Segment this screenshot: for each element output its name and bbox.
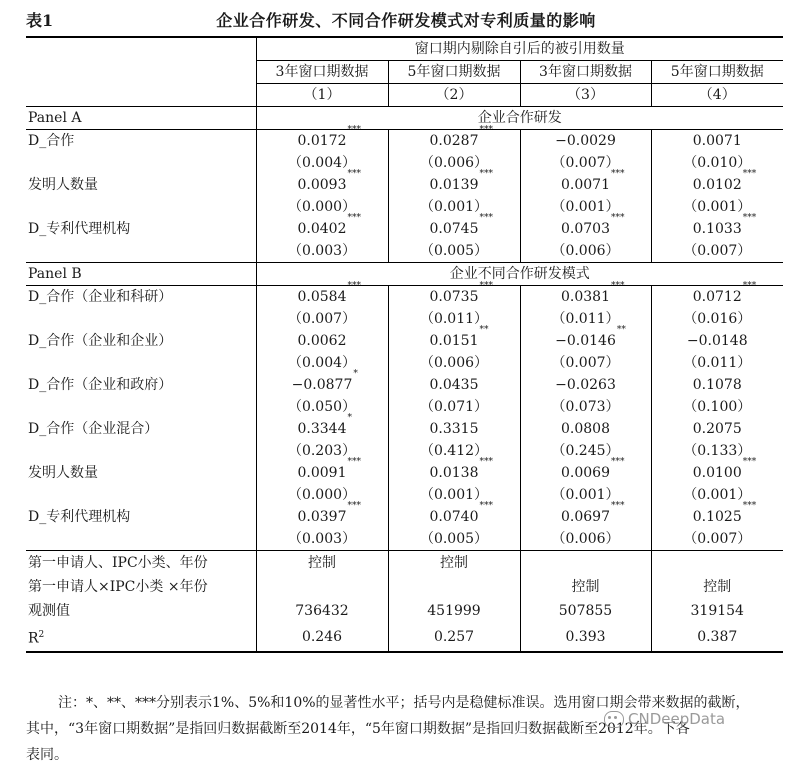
- row-label: D_合作（企业和科研）: [26, 286, 256, 309]
- coefficient-value: −0.0029: [555, 133, 616, 149]
- standard-error-row: [26, 308, 783, 330]
- significance-stars: *: [353, 369, 358, 379]
- observations-cell: 507855: [520, 599, 651, 623]
- table-label: 表1: [26, 11, 54, 30]
- coefficient-wrap: [692, 457, 757, 484]
- coefficient-value: 0.0151: [429, 333, 479, 349]
- observations-label: 观测值: [28, 603, 70, 619]
- coefficient-cell: [520, 325, 651, 352]
- coefficient-cell: [256, 281, 388, 309]
- coefficient-wrap: [692, 281, 757, 308]
- significance-stars: ***: [742, 457, 757, 467]
- column-number: （1）: [256, 84, 388, 107]
- coefficient-cell: [256, 369, 388, 396]
- watermark-text: CNDeepData: [628, 710, 726, 728]
- coefficient-row: [26, 286, 783, 309]
- standard-error-cell: （0.412）: [388, 440, 520, 462]
- coefficient-value: 0.0069: [561, 465, 610, 481]
- standard-error-cell: （0.007）: [520, 152, 651, 174]
- row-label-empty: [26, 152, 256, 174]
- coefficient-value: 0.0397: [297, 509, 347, 525]
- standard-error-cell: （0.011）: [388, 308, 520, 330]
- coefficient-cell: [651, 457, 783, 484]
- row-label: D_合作: [26, 130, 256, 153]
- coefficient-value: 0.0172: [297, 133, 347, 149]
- significance-stars: ***: [347, 457, 361, 467]
- standard-error-cell: （0.203）: [256, 440, 388, 462]
- row-label-empty: [26, 484, 256, 506]
- standard-error-cell: （0.073）: [520, 396, 651, 418]
- coefficient-row: [26, 330, 783, 352]
- r-squared-row: [26, 623, 783, 652]
- column-header: 5年窗口期数据: [388, 61, 520, 84]
- column-number: （3）: [520, 84, 651, 107]
- standard-error-row: [26, 352, 783, 374]
- standard-error-cell: （0.007）: [651, 528, 783, 551]
- coefficient-wrap: [429, 169, 493, 196]
- controls-cell: 控制: [256, 551, 388, 576]
- coefficient-cell: [388, 213, 520, 240]
- standard-error-cell: （0.006）: [388, 352, 520, 374]
- coefficient-value: 0.0102: [692, 177, 742, 193]
- coefficient-wrap: [687, 330, 748, 352]
- coefficient-row: [26, 506, 783, 528]
- panel-title: 企业合作研发: [256, 107, 783, 130]
- coefficient-value: 0.0093: [297, 177, 347, 193]
- coefficient-wrap: [561, 213, 625, 240]
- standard-error-cell: （0.005）: [388, 240, 520, 263]
- significance-stars: ***: [742, 169, 757, 179]
- r-squared-cell: 0.246: [256, 623, 388, 652]
- coefficient-cell: [520, 169, 651, 196]
- standard-error-row: [26, 484, 783, 506]
- controls-cell: 控制: [520, 575, 651, 599]
- coefficient-wrap: [561, 501, 625, 528]
- significance-stars: ***: [347, 213, 361, 223]
- coefficient-row: [26, 418, 783, 440]
- coefficient-wrap: [692, 169, 757, 196]
- coefficient-cell: [256, 213, 388, 240]
- r-squared-label: [26, 623, 256, 652]
- coefficient-cell: [520, 374, 651, 396]
- standard-error-cell: （0.001）: [520, 484, 651, 506]
- significance-stars: ***: [479, 457, 493, 467]
- coefficient-cell: [256, 457, 388, 484]
- coefficient-value: 0.0138: [429, 465, 479, 481]
- standard-error-row: [26, 440, 783, 462]
- coefficient-value: 0.0287: [429, 133, 479, 149]
- coefficient-row: [26, 174, 783, 196]
- coefficient-wrap: [693, 130, 742, 152]
- coefficient-wrap: [429, 501, 493, 528]
- row-label: D_专利代理机构: [28, 221, 131, 237]
- row-label-empty: [26, 528, 256, 551]
- coefficient-cell: [388, 418, 520, 440]
- wechat-icon: [604, 711, 624, 728]
- coefficient-cell: [256, 125, 388, 153]
- coefficient-cell: [520, 213, 651, 240]
- standard-error-cell: （0.001）: [388, 484, 520, 506]
- coefficient-wrap: [297, 281, 361, 308]
- significance-stars: ***: [611, 457, 625, 467]
- significance-stars: ***: [479, 501, 493, 511]
- coefficient-wrap: [429, 213, 493, 240]
- standard-error-cell: （0.000）: [256, 196, 388, 218]
- row-label-empty: [26, 396, 256, 418]
- controls-cell: [651, 551, 783, 576]
- controls-row: [26, 551, 783, 576]
- standard-error-row: [26, 528, 783, 551]
- coefficient-wrap: [692, 501, 757, 528]
- significance-stars: **: [479, 325, 489, 335]
- coefficient-cell: [520, 130, 651, 153]
- coefficient-value: 0.3344: [297, 421, 347, 437]
- significance-stars: ***: [742, 501, 757, 511]
- coefficient-wrap: [297, 213, 361, 240]
- row-label-empty: [26, 308, 256, 330]
- standard-error-cell: （0.245）: [520, 440, 651, 462]
- coefficient-value: 0.0735: [429, 289, 479, 305]
- standard-error-cell: （0.016）: [651, 308, 783, 330]
- coefficient-value: −0.0263: [555, 377, 616, 393]
- row-label-empty: [26, 240, 256, 263]
- coefficient-value: 0.0435: [429, 377, 479, 393]
- coefficient-wrap: [561, 457, 625, 484]
- standard-error-cell: （0.050）: [256, 396, 388, 418]
- coefficient-cell: [651, 130, 783, 153]
- coefficient-value: −0.0146: [555, 333, 616, 349]
- coefficient-cell: [388, 501, 520, 528]
- standard-error-row: [26, 240, 783, 263]
- significance-stars: ***: [347, 125, 361, 135]
- significance-stars: ***: [479, 213, 493, 223]
- coefficient-cell: [651, 169, 783, 196]
- significance-stars: ***: [742, 213, 757, 223]
- coefficient-value: 0.0712: [692, 289, 742, 305]
- coefficient-cell: [651, 501, 783, 528]
- panel-label: Panel A: [26, 107, 256, 130]
- coefficient-value: 0.0071: [692, 133, 742, 149]
- significance-stars: *: [347, 413, 352, 423]
- row-label: 发明人数量: [28, 177, 98, 193]
- observations-cell: 451999: [388, 599, 520, 623]
- standard-error-row: [26, 152, 783, 174]
- coefficient-value: 0.1033: [692, 221, 742, 237]
- significance-stars: ***: [479, 125, 493, 135]
- significance-stars: ***: [611, 213, 625, 223]
- significance-stars: ***: [347, 281, 361, 291]
- column-header: 5年窗口期数据: [651, 61, 783, 84]
- coefficient-value: 0.0740: [429, 509, 479, 525]
- dependent-variable-header: 窗口期内剔除自引后的被引用数量: [256, 37, 783, 61]
- standard-error-cell: （0.007）: [256, 308, 388, 330]
- standard-error-cell: （0.011）: [651, 352, 783, 374]
- standard-error-cell: （0.006）: [520, 240, 651, 263]
- coefficient-value: −0.0148: [686, 333, 748, 349]
- coefficient-cell: [388, 169, 520, 196]
- coefficient-value: 0.0381: [561, 289, 610, 305]
- coefficient-wrap: [555, 325, 626, 352]
- coefficient-value: 0.0697: [561, 509, 610, 525]
- standard-error-cell: （0.010）: [651, 152, 783, 174]
- coefficient-value: 0.0100: [692, 465, 742, 481]
- coefficient-wrap: [429, 125, 493, 152]
- panel-a-title-row: [26, 107, 783, 130]
- coefficient-wrap: [297, 501, 361, 528]
- standard-error-cell: （0.001）: [388, 196, 520, 218]
- r-squared-cell: 0.387: [651, 623, 783, 652]
- significance-stars: **: [616, 325, 626, 335]
- standard-error-cell: （0.007）: [520, 352, 651, 374]
- coefficient-wrap: [692, 213, 757, 240]
- significance-stars: ***: [611, 501, 625, 511]
- coefficient-wrap: [297, 457, 361, 484]
- coefficient-cell: [651, 213, 783, 240]
- coefficient-wrap: [555, 374, 616, 396]
- coefficient-value: 0.0062: [297, 333, 347, 349]
- coefficient-wrap: [561, 418, 610, 440]
- panel-label: Panel B: [26, 263, 256, 286]
- watermark: [604, 710, 725, 728]
- header-row-group: [26, 37, 783, 61]
- standard-error-cell: （0.003）: [256, 528, 388, 551]
- observations-cell: 736432: [256, 599, 388, 623]
- standard-error-cell: （0.001）: [651, 484, 783, 506]
- standard-error-cell: （0.071）: [388, 396, 520, 418]
- coefficient-value: 0.0703: [561, 221, 610, 237]
- significance-stars: ***: [479, 169, 493, 179]
- column-header: 3年窗口期数据: [520, 61, 651, 84]
- note-line: 表同。: [26, 747, 68, 763]
- controls-cell: [388, 575, 520, 599]
- coefficient-cell: [520, 501, 651, 528]
- r-squared-exponent: 2: [38, 630, 45, 640]
- standard-error-cell: （0.001）: [651, 196, 783, 218]
- coefficient-value: −0.0877: [291, 377, 353, 393]
- coefficient-cell: [256, 413, 388, 440]
- coefficient-cell: [651, 330, 783, 352]
- coefficient-wrap: [429, 281, 493, 308]
- row-label: 发明人数量: [28, 465, 98, 481]
- coefficient-wrap: [297, 169, 361, 196]
- controls-cell: [520, 551, 651, 576]
- coefficient-value: 0.3315: [429, 421, 479, 437]
- row-label-empty: [26, 196, 256, 218]
- coefficient-wrap: [430, 374, 479, 396]
- coefficient-row: [26, 218, 783, 240]
- observations-row: [26, 599, 783, 623]
- coefficient-value: 0.1078: [692, 377, 742, 393]
- coefficient-wrap: [429, 457, 493, 484]
- coefficient-wrap: [561, 169, 625, 196]
- coefficient-cell: [651, 281, 783, 309]
- coefficient-value: 0.0584: [297, 289, 347, 305]
- coefficient-value: 0.0071: [561, 177, 610, 193]
- standard-error-cell: （0.011）: [520, 308, 651, 330]
- row-label-empty: [26, 440, 256, 462]
- coefficient-wrap: [693, 418, 742, 440]
- significance-stars: ***: [347, 501, 361, 511]
- coefficient-cell: [520, 281, 651, 309]
- coefficient-wrap: [555, 130, 616, 152]
- standard-error-cell: （0.100）: [651, 396, 783, 418]
- row-label-empty: [26, 352, 256, 374]
- coefficient-wrap: [430, 418, 479, 440]
- coefficient-cell: [256, 169, 388, 196]
- standard-error-cell: （0.006）: [520, 528, 651, 551]
- panel-b-title-row: [26, 263, 783, 286]
- panel-title: 企业不同合作研发模式: [256, 263, 783, 286]
- standard-error-cell: （0.004）: [256, 352, 388, 374]
- coefficient-value: 0.0402: [297, 221, 347, 237]
- coefficient-wrap: [291, 369, 358, 396]
- standard-error-cell: （0.006）: [388, 152, 520, 174]
- note-line: 其中，“3年窗口期数据”是指回归数据截断至2014年，“5年窗口期数据”是指回归数据截断至2012年。下各: [26, 721, 690, 737]
- r-squared-cell: 0.257: [388, 623, 520, 652]
- coefficient-wrap: [561, 281, 625, 308]
- coefficient-wrap: [693, 374, 742, 396]
- coefficient-cell: [256, 330, 388, 352]
- coefficient-cell: [256, 501, 388, 528]
- coefficient-row: [26, 374, 783, 396]
- coefficient-value: 0.1025: [692, 509, 742, 525]
- table-title: 企业合作研发、不同合作研发模式对专利质量的影响: [216, 11, 596, 30]
- standard-error-cell: （0.007）: [651, 240, 783, 263]
- coefficient-cell: [520, 418, 651, 440]
- coefficient-cell: [388, 325, 520, 352]
- controls-label: 第一申请人、IPC小类、年份: [26, 551, 256, 576]
- row-label: D_专利代理机构: [28, 509, 131, 525]
- coefficient-row: [26, 130, 783, 153]
- row-label: D_合作（企业混合）: [28, 421, 159, 437]
- header-row-numbers: [26, 84, 783, 107]
- coefficient-wrap: [297, 125, 361, 152]
- coefficient-row: [26, 462, 783, 484]
- significance-stars: ***: [479, 281, 493, 291]
- controls-cell: 控制: [388, 551, 520, 576]
- significance-stars: ***: [611, 169, 625, 179]
- column-header: 3年窗口期数据: [256, 61, 388, 84]
- table-note: [26, 690, 786, 768]
- r-squared-cell: 0.393: [520, 623, 651, 652]
- coefficient-cell: [388, 125, 520, 153]
- coefficient-value: 0.0091: [297, 465, 347, 481]
- coefficient-cell: [651, 418, 783, 440]
- row-label: D_合作（企业和企业）: [28, 333, 173, 349]
- coefficient-value: 0.0139: [429, 177, 479, 193]
- coefficient-value: 0.0808: [561, 421, 610, 437]
- controls-label: 第一申请人×IPC小类 ×年份: [28, 579, 208, 595]
- coefficient-value: 0.0745: [429, 221, 479, 237]
- standard-error-cell: （0.001）: [520, 196, 651, 218]
- controls-row: [26, 575, 783, 599]
- coefficient-cell: [388, 457, 520, 484]
- coefficient-wrap: [429, 325, 489, 352]
- header-row-columns: [26, 61, 783, 84]
- row-label: D_合作（企业和政府）: [28, 377, 173, 393]
- note-line: 注：*、**、***分别表示1%、5%和10%的显著性水平；括号内是稳健标准误。选用窗口期会带来数据的截断，: [58, 695, 750, 711]
- table-caption: [26, 4, 786, 34]
- significance-stars: ***: [347, 169, 361, 179]
- standard-error-row: [26, 196, 783, 218]
- standard-error-cell: （0.133）: [651, 440, 783, 462]
- column-number: （2）: [388, 84, 520, 107]
- standard-error-cell: （0.000）: [256, 484, 388, 506]
- r-squared-letter: R: [28, 630, 39, 647]
- standard-error-cell: （0.004）: [256, 152, 388, 174]
- controls-cell: 控制: [651, 575, 783, 599]
- significance-stars: ***: [742, 281, 757, 291]
- standard-error-cell: （0.005）: [388, 528, 520, 551]
- coefficient-value: 0.2075: [692, 421, 742, 437]
- significance-stars: ***: [611, 281, 625, 291]
- coefficient-cell: [520, 457, 651, 484]
- observations-cell: 319154: [651, 599, 783, 623]
- coefficient-cell: [388, 374, 520, 396]
- standard-error-row: [26, 396, 783, 418]
- coefficient-wrap: [297, 413, 352, 440]
- coefficient-cell: [388, 281, 520, 309]
- coefficient-wrap: [298, 330, 347, 352]
- column-number: （4）: [651, 84, 783, 107]
- coefficient-cell: [651, 374, 783, 396]
- standard-error-cell: （0.003）: [256, 240, 388, 263]
- regression-table: [26, 36, 783, 653]
- controls-cell: [256, 575, 388, 599]
